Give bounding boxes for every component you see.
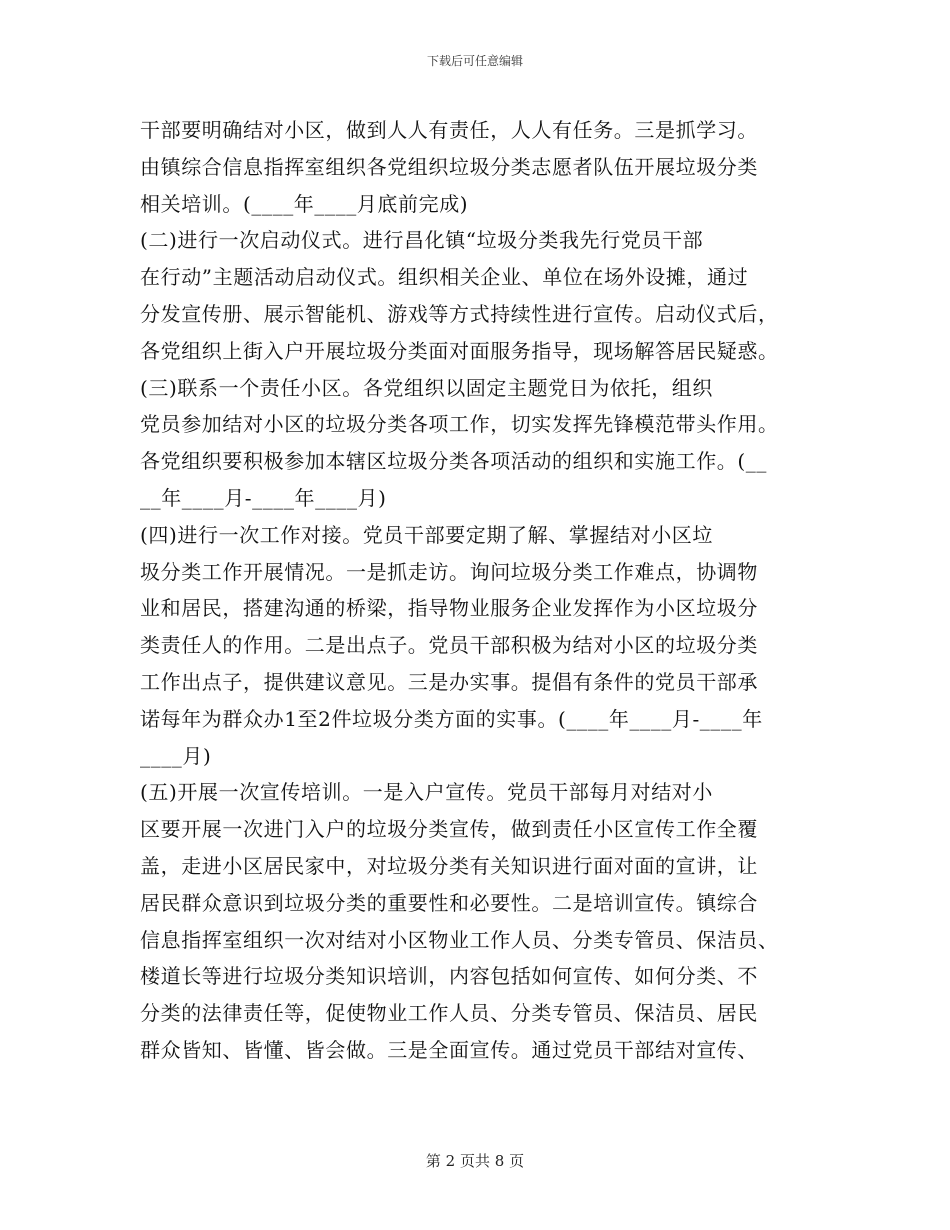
text-line: 在行动”主题活动启动仪式。组织相关企业、单位在场外设摊，通过	[140, 265, 749, 290]
text-line: 分类的法律责任等，促使物业工作人员、分类专管员、保洁员、居民	[140, 1001, 758, 1026]
text-line: (四)进行一次工作对接。党员干部要定期了解、掌握结对小区垃	[140, 522, 714, 547]
text-line: 居民群众意识到垃圾分类的重要性和必要性。二是培训宣传。镇综合	[140, 890, 758, 915]
text-line: 相关培训。(____年____月底前完成)	[140, 191, 469, 216]
text-line: 区要开展一次进门入户的垃圾分类宣传，做到责任小区宣传工作全覆	[140, 817, 758, 842]
text-line: (二)进行一次启动仪式。进行昌化镇“垃圾分类我先行党员干部	[140, 228, 704, 253]
document-body	[140, 112, 820, 1069]
text-line: 各党组织要积极参加本辖区垃圾分类各项活动的组织和实施工作。(__	[140, 449, 768, 474]
page-header: 下载后可任意编辑	[426, 54, 523, 68]
text-line: 由镇综合信息指挥室组织各党组织垃圾分类志愿者队伍开展垃圾分类	[140, 154, 758, 179]
text-line: 圾分类工作开展情况。一是抓走访。询问垃圾分类工作难点，协调物	[140, 559, 758, 584]
page-footer: 第 2 页共 8 页	[425, 1152, 525, 1170]
text-line: 群众皆知、皆懂、皆会做。三是全面宣传。通过党员干部结对宣传、	[140, 1037, 758, 1062]
text-line: 工作出点子，提供建议意见。三是办实事。提倡有条件的党员干部承	[140, 669, 758, 694]
text-line: 楼道长等进行垃圾分类知识培训，内容包括如何宣传、如何分类、不	[140, 964, 758, 989]
text-line: 类责任人的作用。二是出点子。党员干部积极为结对小区的垃圾分类	[140, 633, 758, 658]
text-line: 分发宣传册、展示智能机、游戏等方式持续性进行宣传。启动仪式后，	[140, 301, 779, 326]
text-line: ____月)	[140, 743, 212, 768]
text-line: (五)开展一次宣传培训。一是入户宣传。党员干部每月对结对小	[140, 780, 714, 805]
text-line: 党员参加结对小区的垃圾分类各项工作，切实发挥先锋模范带头作用。	[140, 412, 779, 437]
text-line: 信息指挥室组织一次对结对小区物业工作人员、分类专管员、保洁员、	[140, 927, 779, 952]
text-line: 干部要明确结对小区，做到人人有责任，人人有任务。三是抓学习。	[140, 118, 758, 142]
text-line: 业和居民，搭建沟通的桥梁，指导物业服务企业发挥作为小区垃圾分	[140, 596, 758, 621]
text-line: 诺每年为群众办1至2件垃圾分类方面的实事。(____年____月-____年	[140, 706, 763, 731]
text-line: 各党组织上街入户开展垃圾分类面对面服务指导，现场解答居民疑惑。	[140, 338, 779, 363]
text-line: (三)联系一个责任小区。各党组织以固定主题党日为依托，组织	[140, 375, 714, 400]
text-line: 盖，走进小区居民家中，对垃圾分类有关知识进行面对面的宣讲，让	[140, 853, 758, 878]
text-line: __年____月-____年____月)	[140, 485, 387, 510]
